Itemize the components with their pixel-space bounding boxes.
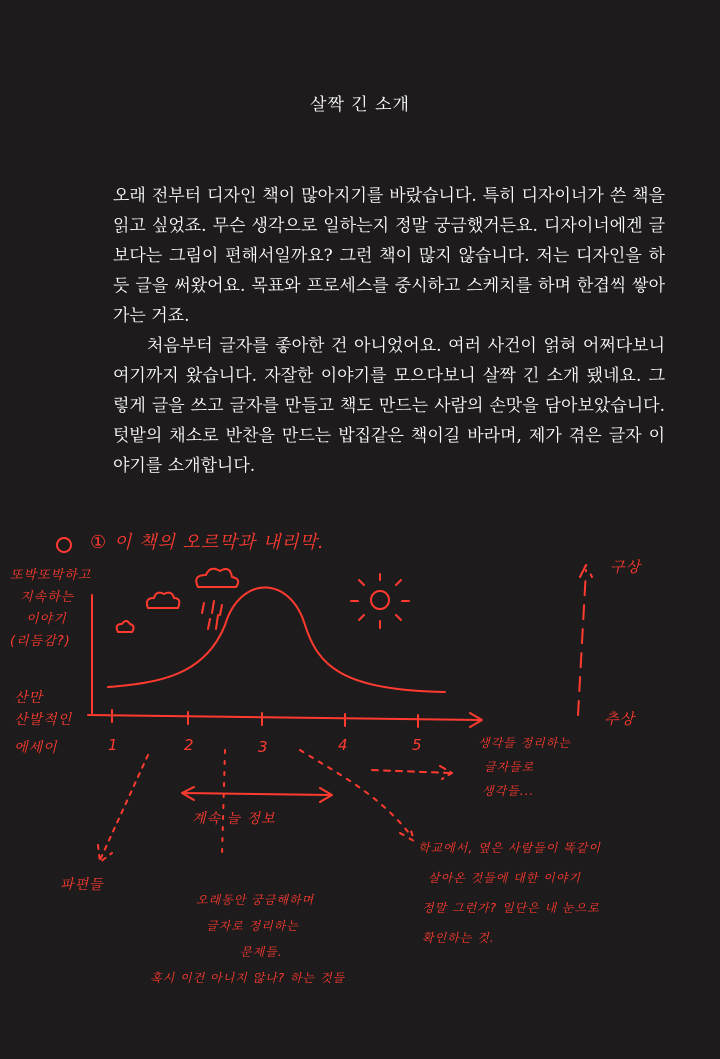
note-line: 오래동안 궁금해하며 [196,893,315,907]
right-top-note [478,731,571,803]
note-line: 정말 그런가? 일단은 내 눈으로 [422,901,600,915]
note-line: 혹시 이건 아니지 않나? 하는 것들 [150,971,346,985]
paragraph-2: 처음부터 글자를 좋아한 건 아니었어요. 여러 사건이 얽혀 어쩌다보니 여기까지 왔습니다. 자잘한 이야기를 모으다보니 살짝 긴 소개 됐네요. 그렇게 글을 쓰고 글자를 만들고 책도 만드는 사람의 손맛을 담아보았습니다. 텃밭의 채소로 반찬을 만드는 밥집같은 책이길 바라며, 제가 겪은 글자 이야기를 소개합니다. [113,336,665,476]
note-line: 문제들. [240,945,283,959]
sun-icon [371,591,389,609]
y-axis-label-bottom [14,687,72,759]
circle-marker-icon [57,538,71,552]
x-tick-2: 2 [184,736,195,754]
hand-drawn-sketch [0,515,720,1055]
abstract-label: 추상 [604,710,635,728]
cloud-icon [147,593,179,608]
intro-text [113,181,665,481]
right-bottom-note [418,833,601,953]
arrow-to-fragments [98,755,148,862]
center-note [150,887,345,991]
double-arrow [182,787,332,802]
note-line: 생각들 정리하는 [478,736,571,750]
small-cloud-icon [117,621,134,632]
y-label-line: 산만 [14,690,44,706]
arrow-to-center-note [222,750,225,855]
note-line: 글자들로 [484,760,535,774]
y-axis-label-top [10,565,91,653]
y-label-line: 또박또박하고 [10,568,92,583]
note-line: 확인하는 것. [422,931,495,945]
note-line: 살아온 것들에 대한 이야기 [428,871,581,885]
bell-curve [108,588,445,693]
x-tick-5: 5 [412,736,423,754]
rain-cloud-icon [196,569,238,587]
y-label-line: 지속하는 [20,590,75,605]
sun-rays [351,574,409,628]
y-label-line: 이야기 [26,612,67,627]
y-label-line: 산발적인 [14,712,73,728]
y-label-line: 에세이 [14,740,58,756]
sketch-lines [0,515,720,1055]
abstract-concrete-arrow [578,565,592,715]
x-axis-arrow [88,713,482,727]
x-tick-4: 4 [338,736,349,754]
sketch-heading: ① 이 책의 오르막과 내리막. [90,532,325,553]
paragraph-1: 오래 전부터 디자인 책이 많아지기를 바랐습니다. 특히 디자이너가 쓴 책을 읽고 싶었죠. 무슨 생각으로 일하는지 정말 궁금했거든요. 디자이너에겐 글보다는 그림이 편해서일까요? 그런 책이 많지 않습니다. 저는 디자인을 하듯 글을 써왔어요. 목표와 프로세스를 중시하고 스케치를 하며 한겹씩 쌓아가는 거죠. [113,186,665,326]
x-tick-3: 3 [258,738,269,756]
y-label-line: (리듬감?) [10,634,71,649]
note-line: 학교에서, 옆은 사람들이 똑같이 [418,841,601,855]
rain-drops [202,601,222,629]
concrete-label: 구상 [610,558,641,576]
note-line: 생각들... [482,784,535,798]
flow-label: 계속 늘 정보 [192,811,276,827]
x-tick-1: 1 [108,736,119,754]
fragments-label: 파편들 [60,877,104,893]
arrow-to-right-top-note [372,766,452,779]
page-title: 살짝 긴 소개 [310,95,410,115]
note-line: 글자로 정리하는 [206,919,299,933]
